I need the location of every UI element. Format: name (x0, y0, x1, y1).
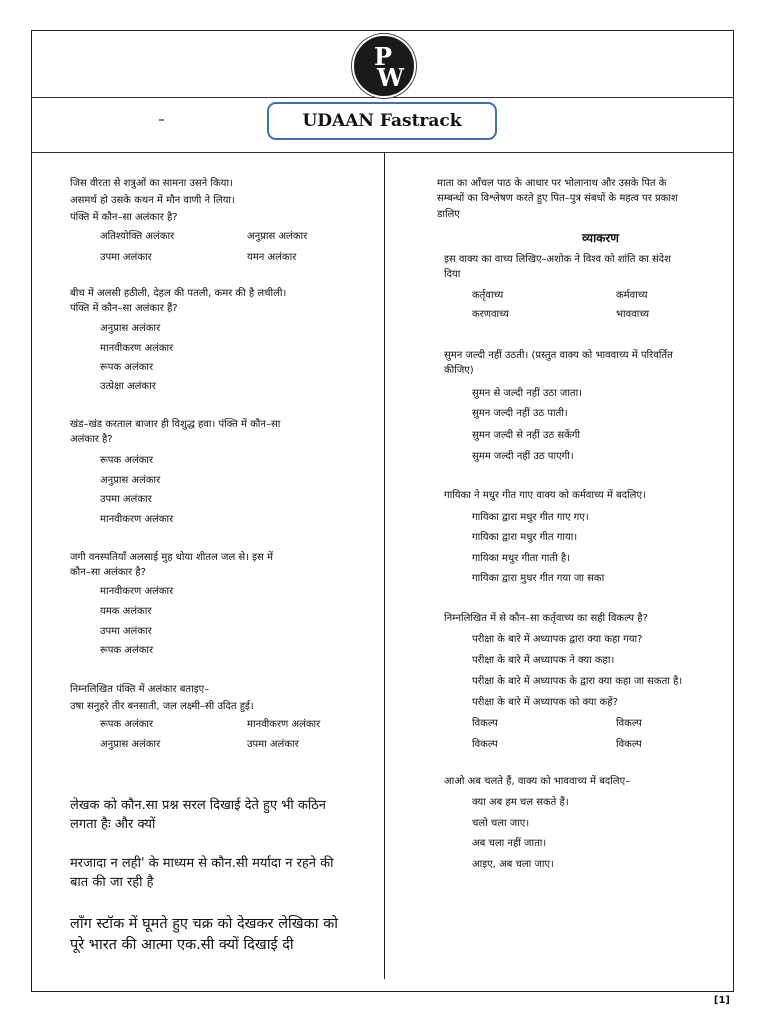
option: रूपक अलंकार (100, 362, 154, 373)
question-text: सुमन जल्दी नहीं उठती। (प्रस्तुत वाक्य को भाववाच्य में परिवर्तित (444, 350, 673, 361)
pw-logo (352, 34, 416, 98)
option: परीक्षा के बारे में अध्यापक के द्वारा क्या कहा जा सकता है। (472, 676, 683, 687)
option: विकल्प (472, 739, 498, 750)
question-text: पंक्ति में कौन–सा अलंकार हैं? (70, 303, 178, 314)
header-dash: – (158, 112, 165, 128)
question-text: लॉंग स्टॉक में घूमते हुए चक्र को देखकर लेखिका को (70, 916, 339, 932)
question-text: उषा सनुहरे तीर बनसाती, जल लक्ष्मी–सी उदित हुई। (70, 701, 254, 712)
question-text: माता का आँचल पाठ के आधार पर भोलानाथ और उसके पित के (437, 178, 667, 189)
option: रूपक अलंकार (100, 645, 154, 656)
option: सुमन जल्दी नहीं उठ पाती। (472, 408, 568, 419)
option: सुमम जल्दी नहीं उठ पाएगी। (472, 451, 574, 462)
option: परीक्षा के बारे में अध्यापक ने क्या कहा। (472, 655, 615, 666)
question-text: बात की जा रही है (70, 875, 154, 890)
option: मानवीकरण अलंकार (100, 343, 174, 354)
option: करणवाच्य (472, 309, 509, 320)
option: परीक्षा के बारे में अध्यापक द्वारा क्या कहा गया? (472, 634, 643, 645)
option: उपमा अलंकार (100, 494, 152, 505)
question-text: पूरे भारत की आत्मा एक.सी क्यों दिखाई दी (70, 937, 294, 953)
question-text: पंक्ति में कौन–सा अलंकार है? (70, 212, 178, 223)
option: अतिश्योक्ति अलंकार (100, 231, 175, 242)
option: कर्तृवाच्य (472, 290, 504, 301)
option: यमक अलंकार (100, 606, 152, 617)
question-text: लगता हैः और क्यों (70, 817, 156, 832)
question-text: गायिका ने मधुर गीत गाए वाक्य को कर्मवाच्य में बदलिए। (444, 490, 646, 501)
option: विकल्प (616, 718, 642, 729)
svg-text:W: W (377, 63, 404, 92)
option: अनुप्रास अलंकार (100, 475, 161, 486)
question-text: निम्नलिखित में से कौन–सा कर्तृवाच्य का सही विकल्प है? (444, 613, 648, 624)
question-text: खंड–खंड करताल बाजार ही विशुद्ध हवा। पंक्ति में कौन–सा (70, 419, 281, 430)
option: आइए, अब चला जाए। (472, 859, 554, 870)
question-text: कीजिए) (444, 365, 474, 376)
option: सुमन से जल्दी नहीं उठा जाता। (472, 388, 582, 399)
question-text: लेखक को कौन.सा प्रश्न सरल दिखाई देते हुए भी कठिन (70, 798, 327, 813)
option: रूपक अलंकार (100, 455, 154, 466)
option: भाववाच्य (616, 309, 650, 320)
option: रूपक अलंकार (100, 719, 154, 730)
option: अनुप्रास अलंकार (247, 231, 308, 242)
page-title: UDAAN Fastrack (267, 102, 497, 140)
option: मानवीकरण अलंकार (100, 586, 174, 597)
question-text: इस वाक्य का वाच्य लिखिए–अशोक ने विश्व को शांति का संदेश (444, 254, 671, 265)
option: उत्प्रेक्षा अलंकार (100, 381, 156, 392)
option: गायिका द्वारा मधुर गीत गाए गए। (472, 512, 589, 523)
question-text: बीच में अलसी हठीली, देहल की पतली, कमर की है लचीली। (70, 288, 287, 299)
option: चलो चला जाए। (472, 818, 530, 829)
question-text: जगी वनस्पतियाँ अलसाई मुह धोया शीतल जल से। इस में (70, 552, 273, 563)
question-text: जिस वीरता से शत्रुओं का सामना उसने किया। (70, 178, 233, 189)
page-frame (31, 30, 734, 992)
header-divider-bottom (31, 152, 734, 153)
question-text: कौन–सा अलंकार है? (70, 567, 146, 578)
option: गायिका द्वारा मुधर गीत गया जा सका (472, 573, 605, 584)
question-text: सम्बन्धों का विश्लेषण करते हुए पित–पुत्र संबधों के महत्व पर प्रकाश (437, 193, 678, 204)
option: मानवीकरण अलंकार (100, 514, 174, 525)
option: गायिका मधुर गीता गाती है। (472, 553, 570, 564)
page-number: [1] (713, 995, 730, 1006)
option: उपमा अलंकार (100, 252, 152, 263)
question-text: डालिए (437, 209, 460, 220)
option: अनुप्रास अलंकार (100, 739, 161, 750)
question-text: असमर्थ हो उसके कथन में मौन वाणी ने लिया। (70, 195, 235, 206)
svg-text:P: P (374, 42, 393, 71)
question-text: अलंकार है? (70, 434, 113, 445)
question-text: दिया (444, 269, 461, 280)
option: अनुप्रास अलंकार (100, 323, 161, 334)
option: यमन अलंकार (247, 252, 297, 263)
option: सुमन जल्दी से नहीं उठ सकेंगी (472, 430, 580, 441)
option: उपमा अलंकार (100, 626, 152, 637)
option: विकल्प (616, 739, 642, 750)
option: मानवीकरण अलंकार (247, 719, 321, 730)
option: उपमा अलंकार (247, 739, 299, 750)
question-text: निम्नलिखित पंक्ति में अलंकार बताइए– (70, 684, 210, 695)
option: विकल्प (472, 718, 498, 729)
option: क्या अब हम चल सकते हैं। (472, 797, 569, 808)
question-text: मरजादा न लही' के माध्यम से कौन.सी मर्यादा न रहने की (70, 856, 334, 871)
question-text: आओ अब चलते हैं, वाक्य को भाववाच्य में बदलिए– (444, 776, 631, 787)
option: परीक्षा के बारे में अध्यापक को क्या कहें? (472, 697, 618, 708)
column-divider (384, 153, 385, 979)
option: कर्मवाच्य (616, 290, 648, 301)
option: गायिका द्वारा मधुर गीत गाया। (472, 532, 578, 543)
option: अब चला नहीं जाता। (472, 838, 547, 849)
section-heading: व्याकरण (582, 231, 619, 245)
